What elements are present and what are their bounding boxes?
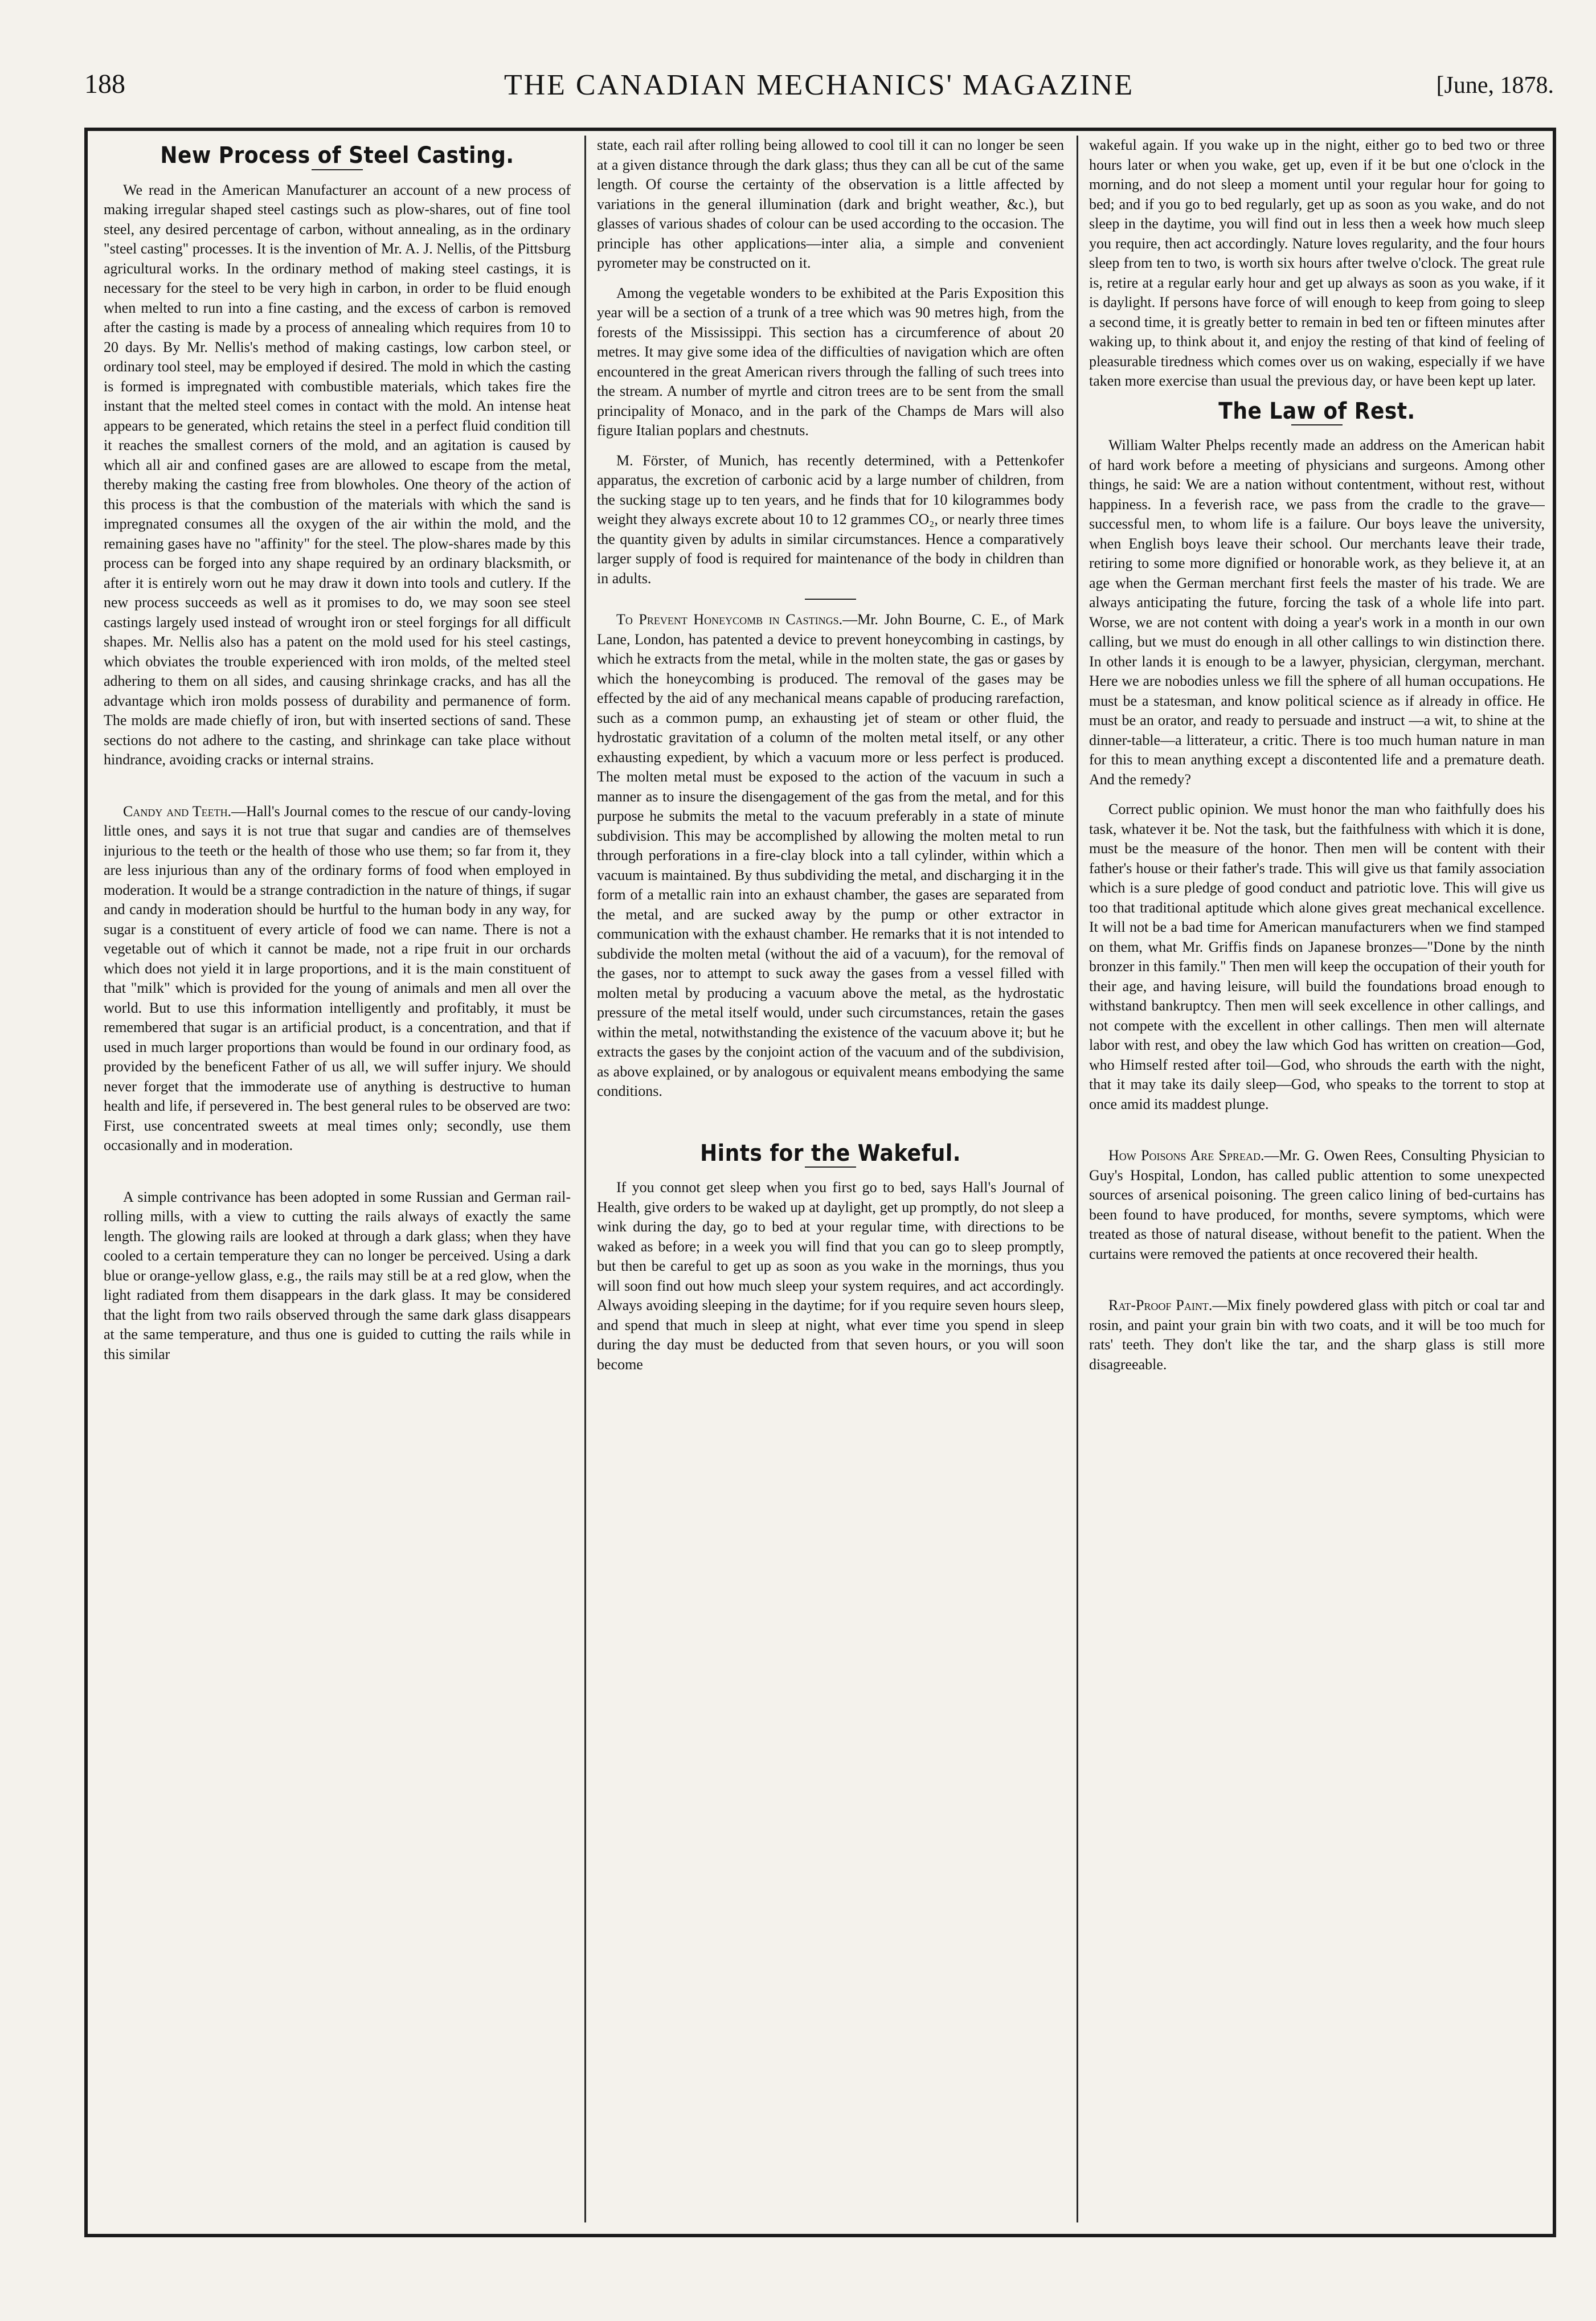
article-heading: Hints for the Wakeful. (700, 1140, 961, 1166)
column-divider (1077, 136, 1078, 2222)
article-paragraph: M. Förster, of Munich, has recently determined, with a Pettenkofer apparatus, the excretion of carbonic acid by a large number of children, from the sucking stage up to ten years, and he finds that for 10 kilogrammes body weight they always excrete about 10 to 12 grammes CO₂, or nearly three times the quantity given by adults in similar circumstances. Hence a comparatively larger supply of food is required for maintenance of the body in children than in adults. (597, 452, 1064, 587)
section-rule (805, 599, 856, 600)
article-paragraph: Among the vegetable wonders to be exhibited at the Paris Exposition this year will be a section of a trunk of a tree which was 90 metres high, from the forests of the Mississippi. This section has a circumference of about 20 metres. It may give some idea of the difficulties of navigation which are often encountered in the great American rivers through the falling of such trees into the stream. A number of myrtle and citron trees are to be sent from the small principality of Monaco, and in the park of the Champs de Mars will also figure Italian poplars and chestnuts. (597, 284, 1064, 439)
article-paragraph: A simple contrivance has been adopted in some Russian and German rail-rolling mills, with a view to cutting the rails always of exactly the same length. The glowing rails are looked at through a dark glass; when they have cooled to a certain temperature they can no longer be perceived. Using a dark blue or orange-yellow glass, e.g., the rails may still be at a red glow, when the light radiated from them disappears in the dark glass. It may be considered that the light from two rails observed through the same dark glass disappears at the same temperature, and thus one is guided to cutting the rails while in this similar (104, 1188, 571, 1362)
column-2 (597, 136, 1064, 2226)
page-header (84, 64, 1554, 115)
article-heading: New Process of Steel Casting. (160, 142, 514, 169)
column-3 (1089, 136, 1545, 2226)
section-lead: Candy and Teeth. (123, 803, 232, 820)
article-paragraph: Correct public opinion. We must honor the man who faithfully does his task, whatever it be. Not the task, but the faithfulness with which it is done, must be the measure of the honor. Then men will be content with their father's house or their father's trade. This will give us that family association which is a sure pledge of good conduct and patriotic love. This will give us too that traditional aptitude which alone gives great mechanical excellence. It will not be a bad time for American manufacturers when we find stamped on them, what Mr. Griffis finds on Japanese bronzes—"Done by the ninth bronzer in this family." Then men will keep the occupation of their youth for their age, and having leisure, will build the foundations broad enough to withstand bankruptcy. Then men will seek excellence in other callings, and not compete with the excellent in other callings. Then men will alternate labor with rest, and obey the law which God has written on creation—God, who Himself rested after toil—God, who shrouds the earth with the night, that it may take its daily sleep—God, who speaks to the torrent to stop at once amid its maddest plunge. (1089, 801, 1545, 1112)
section-body: —Mr. G. Owen Rees, Consulting Physician to Guy's Hospital, London, has called public attention to some unexpected sources of arsenical poisoning. The green calico lining of bed-curtains has been found to have produced, for months, severe symptoms, which were treated as those of natural disease, without benefit to the patient. When the curtains were removed the patients at once recovered their health. (1089, 1147, 1545, 1262)
heading-rule (312, 169, 363, 170)
heading-rule (805, 1166, 856, 1168)
page-number: 188 (84, 69, 125, 99)
heading-rule (1291, 424, 1343, 425)
section-lead: Rat-Proof Paint. (1108, 1297, 1213, 1313)
article-paragraph (597, 610, 1064, 1102)
article-paragraph (104, 802, 571, 1156)
section-lead: How Poisons Are Spread. (1108, 1147, 1264, 1164)
column-1 (104, 136, 571, 2226)
article-paragraph: If you connot get sleep when you first go to bed, says Hall's Journal of Health, give orders to be waked up at daylight, get up promptly, do not sleep a wink during the day, go to bed at your regular time, with directions to be waked as before; in a week you will find that you can go to sleep promptly, but then be careful to get up as soon as you wake in the mornings, thus you will soon find out how much sleep your system requires, and act accordingly. Always avoiding sleeping in the daytime; for if you require seven hours sleep, and spend that much in sleep at night, what ever time you spend in sleep during the day must be deducted from that seven hours, or you will soon become (597, 1179, 1064, 1373)
article-paragraph: William Walter Phelps recently made an address on the American habit of hard work before a meeting of physicians and surgeons. Among other things, he said: We are a nation without contentment, without rest, without happiness. In a feverish race, we pass from the cradle to the grave—successful men, to whom life is a failure. Our boys leave the university, when English boys leave their school. Our merchants leave their trade, retiring to some more dignified or honorable work, as they believe it, at an age when the German merchant first feels the master of his trade. We are always anticipating the future, forcing the task of a whole life into part. Worse, we are not content with doing a year's work in a month in our own calling, but we must do enough in all other callings to win distinction there. In other lands it is enough to be a lawyer, physician, clergyman, merchant. Here we are nobodies unless we fill the sphere of all human occupations. He must be a statesman, and know political science as if already in office. He must be an orator, and ready to persuade and instruct —a wit, to shine at the dinner-table—a litterateur, a critic. There is too much human nature in man for this to mean anything except a discontented life and a premature death. And the remedy? (1089, 437, 1545, 788)
issue-date: [June, 1878. (1436, 72, 1554, 99)
article-paragraph: We read in the American Manufacturer an account of a new process of making irregular shaped steel castings such as plow-shares, out of fine tool steel, any desired percentage of carbon, without annealing, as in the ordinary "steel casting" processes. It is the invention of Mr. A. J. Nellis, of the Pittsburg agricultural works. In the ordinary method of making steel castings, it is necessary for the steel to be very high in carbon, in order to be fluid enough when melted to run into a fine casting, and the excess of carbon is removed after the casting is made by a process of annealing which requires from 10 to 20 days. By Mr. Nellis's method of making castings, low carbon steel, or ordinary tool steel, may be employed if desired. The mold in which the casting is formed is impregnated with combustible materials, which takes fire the instant that the melted steel comes in contact with the mold. An intense heat appears to be generated, which retains the steel in a perfect fluid condition till it reaches the smallest corners of the mold, and an agitation is caused by which all air and confined gases are are allowed to escape from the metal, thereby making the casting free from blowholes. One theory of the action of this process is that the combustion of the materials with which the sand is impregnated consumes all the oxygen of the air within the mold, and the remaining gases have no "affinity" for the steel. The plow-shares made by this process can be forged into any shape required by an ordinary blacksmith, or after it is entirely worn out he may draw it down into tools and cutlery. If the new process succeeds as well as it promises to do, we may soon see steel castings largely used instead of wrought iron or steel forgings for all difficult shapes. Mr. Nellis also has a patent on the mold used for his steel castings, which obviates the trouble experienced with iron molds, of the melted steel adhering to them on all sides, and causing shrinkage cracks, and has all the advantage which iron molds possess of durability and permanence of form. The molds are made chiefly of iron, but with inserted sections of sand. These sections do not adhere to the casting, and shrinkage can take place without hindrance, avoiding cracks or internal strains. (104, 181, 571, 768)
magazine-title: THE CANADIAN MECHANICS' MAGAZINE (504, 69, 1135, 101)
section-body: —Mr. John Bourne, C. E., of Mark Lane, London, has patented a device to prevent honeycombing in castings, by which he extracts from the metal, while in the molten state, the gas or gases by which the honeycombing is produced. The removal of the gases may be effected by the aid of any mechanical means capable of producing rarefaction, such as a common pump, an exhausting jet of steam or other fluid, the hydrostatic gravitation of a column of the molten metal itself, or any other exhausting expedient, by which a vacuum more or less perfect is produced. The molten metal must be exposed to the action of the vacuum in such a manner as to insure the disengagement of the gas from the metal, and for this purpose he submits the metal to the vacuum preferably in a state of minute subdivision. This may be accomplished by allowing the molten metal to run through perforations in a fire-clay block into a tall cylinder, within which a vacuum is maintained. By thus subdividing the metal, and discharging it in the form of a metallic rain into an exhaust chamber, the gases are separated from the metal, and are sucked away by the pump or other extractor in communication with the exhaust chamber. He remarks that it is not intended to subdivide the molten metal (without the aid of a vacuum), for the removal of the gases, nor to attempt to suck away the gases from a vessel filled with molten metal by producing a vacuum above the metal, as the hydrostatic pressure of the metal itself would, under such circumstances, retain the gases within the metal, notwithstanding the existence of the vacuum above it; but he extracts the gases by the conjoint action of the vacuum and of the subdivision, as above explained, or by analogous or equivalent means embodying the same conditions. (597, 611, 1064, 1099)
section-lead: To Prevent Honeycomb in Castings. (616, 611, 843, 628)
article-heading: The Law of Rest. (1218, 398, 1415, 424)
article-paragraph (1089, 1296, 1545, 1374)
section-body: —Hall's Journal comes to the rescue of our candy-loving little ones, and says it is not true that sugar and candies are of themselves injurious to the teeth or the health of those who use them; so far from it, they are less injurious than any of the ordinary forms of food when employed in moderation. It would be a strange contradiction in the nature of things, if sugar and candy in moderation should be hurtful to the human body in any way, for sugar is a constituent of every article of food we can name. There is not a vegetable out of which it cannot be made, not a ripe fruit in our orchards which does not yield it in large proportions, and it is the main constituent of that "milk" which is provided for the young of animals and men all over the world. But to use this information intelligently and profitably, it must be remembered that sugar is an artificial product, is a concentration, and that if used in much larger proportions than would be found in our ordinary food, as provided by the beneficent Father of us all, we will suffer injury. We should never forget that the immoderate use of anything is destructive to human health and life, if persevered in. The best general rules to be observed are two: First, use concentrated sweets at meal times only; secondly, use them occasionally and in moderation. (104, 803, 571, 1153)
article-paragraph: state, each rail after rolling being allowed to cool till it can no longer be seen at a given distance through the dark glass; thus they can all be cut of the same length. Of course the certainty of the observation is a little affected by variations in the general illumination (dark and bright weather, &c.), but glasses of various shades of colour can be used according to the occasion. The principle has other applications—inter alia, a simple and convenient pyrometer may be constructed on it. (597, 137, 1064, 271)
article-paragraph (1089, 1146, 1545, 1264)
section-body: —Mix finely powdered glass with pitch or coal tar and rosin, and paint your grain bin with two coats, and it will be too much for rats' teeth. They don't like the tar, and the sharp glass is still more disagreeable. (1089, 1297, 1545, 1373)
article-paragraph: wakeful again. If you wake up in the night, either go to bed two or three hours later or when you wake, get up, even if it be but one o'clock in the morning, and do not sleep a moment until your regular hour for going to bed; and if you go to bed regularly, get up as soon as you wake, and do not sleep in the daytime, you will find out in less then a week how much sleep you require, then act accordingly. Nature loves regularity, and the four hours sleep from ten to two, is worth six hours after twelve o'clock. The great rule is, retire at a regular early hour and get up always as soon as you wake, if it is daylight. If persons have force of will enough to keep from going to sleep a second time, it is greatly better to remain in bed ten or fifteen minutes after waking up, to think about it, and enjoy the resting of that kind of feeling of pleasurable tiredness which comes over us on waking, especially if we have taken more exercise than usual the previous day, or have been kept up later. (1089, 137, 1545, 389)
column-divider (584, 136, 586, 2222)
